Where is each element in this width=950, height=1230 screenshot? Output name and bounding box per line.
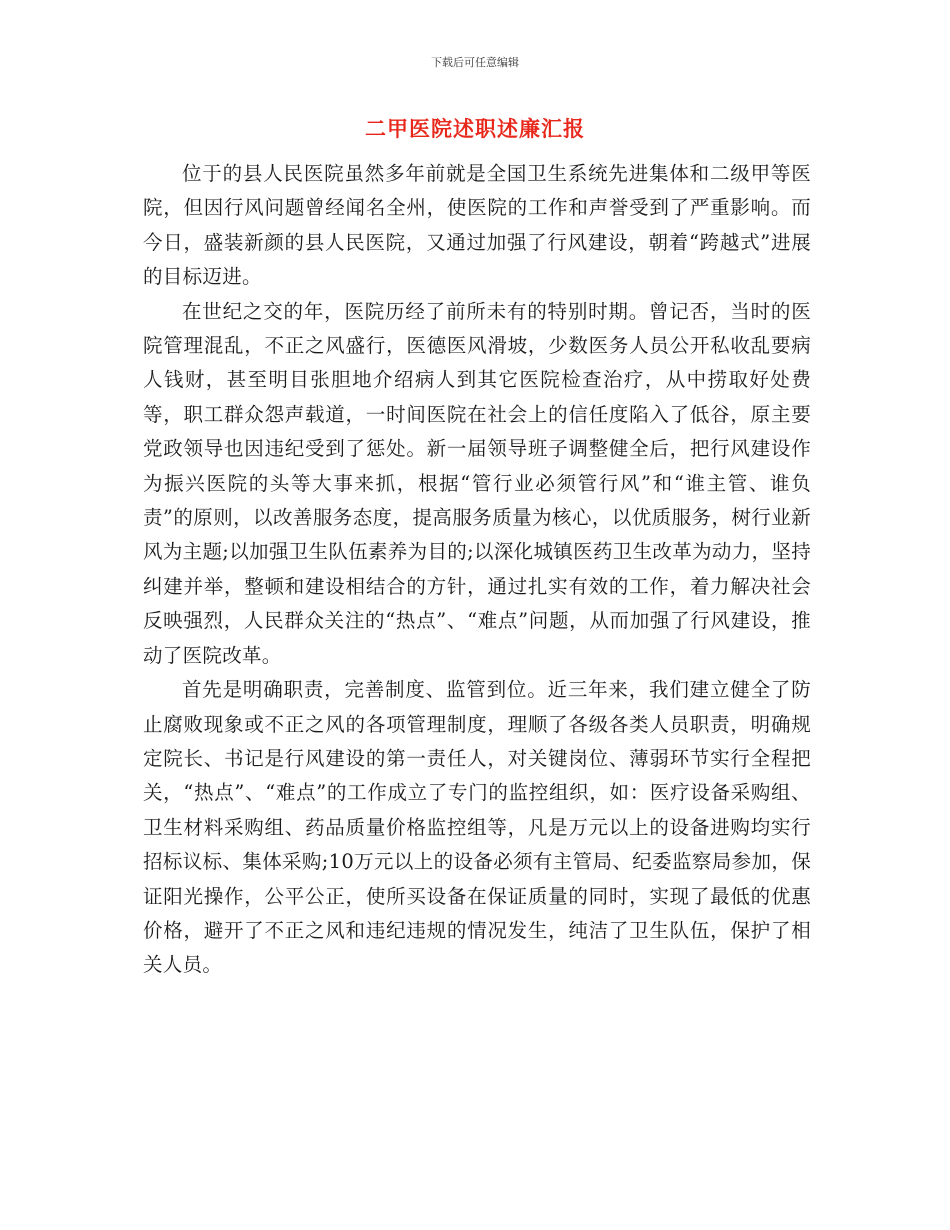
paragraph: 在世纪之交的年，医院历经了前所未有的特别时期。曾记否，当时的医院管理混乱，不正之风盛行，医德医风滑坡，少数医务人员公开私收乱要病人钱财，甚至明目张胆地介绍病人到其它医院检查治疗，从中捞取好处费等，职工群众怨声载道，一时间医院在社会上的信任度陷入了低谷，原主要党政领导也因违纪受到了惩处。新一届领导班子调整健全后，把行风建设作为振兴医院的头等大事来抓，根据“管行业必须管行风”和“谁主管、谁负责”的原则，以改善服务态度，提高服务质量为核心，以优质服务，树行业新风为主题;以加强卫生队伍素养为目的;以深化城镇医药卫生改革为动力，坚持纠建并举，整顿和建设相结合的方针，通过扎实有效的工作，着力解决社会反映强烈，人民群众关注的“热点”、“难点”问题，从而加强了行风建设，推动了医院改革。 bbox=[143, 299, 811, 667]
header-note: 下载后可任意编辑 bbox=[431, 56, 519, 69]
paragraph: 首先是明确职责，完善制度、监管到位。近三年来，我们建立健全了防止腐败现象或不正之风的各项管理制度，理顺了各级各类人员职责，明确规定院长、书记是行风建设的第一责任人，对关键岗位、薄弱环节实行全程把关，“热点”、“难点”的工作成立了专门的监控组织，如：医疗设备采购组、卫生材料采购组、药品质量价格监控组等，凡是万元以上的设备进购均实行招标议标、集体采购;10万元以上的设备必须有主管局、纪委监察局参加，保证阳光操作，公平公正，使所买设备在保证质量的同时，实现了最低的优惠价格，避开了不正之风和违纪违规的情况发生，纯洁了卫生队伍，保护了相关人员。 bbox=[143, 678, 811, 977]
document-title: 二甲医院述职述廉汇报 bbox=[365, 117, 585, 141]
paragraph: 位于的县人民医院虽然多年前就是全国卫生系统先进集体和二级甲等医院，但因行风问题曾经闻名全州，使医院的工作和声誉受到了严重影响。而今日，盛装新颜的县人民医院，又通过加强了行风建设，朝着“跨越式”进展的目标迈进。 bbox=[143, 162, 811, 289]
document-body bbox=[143, 157, 811, 983]
